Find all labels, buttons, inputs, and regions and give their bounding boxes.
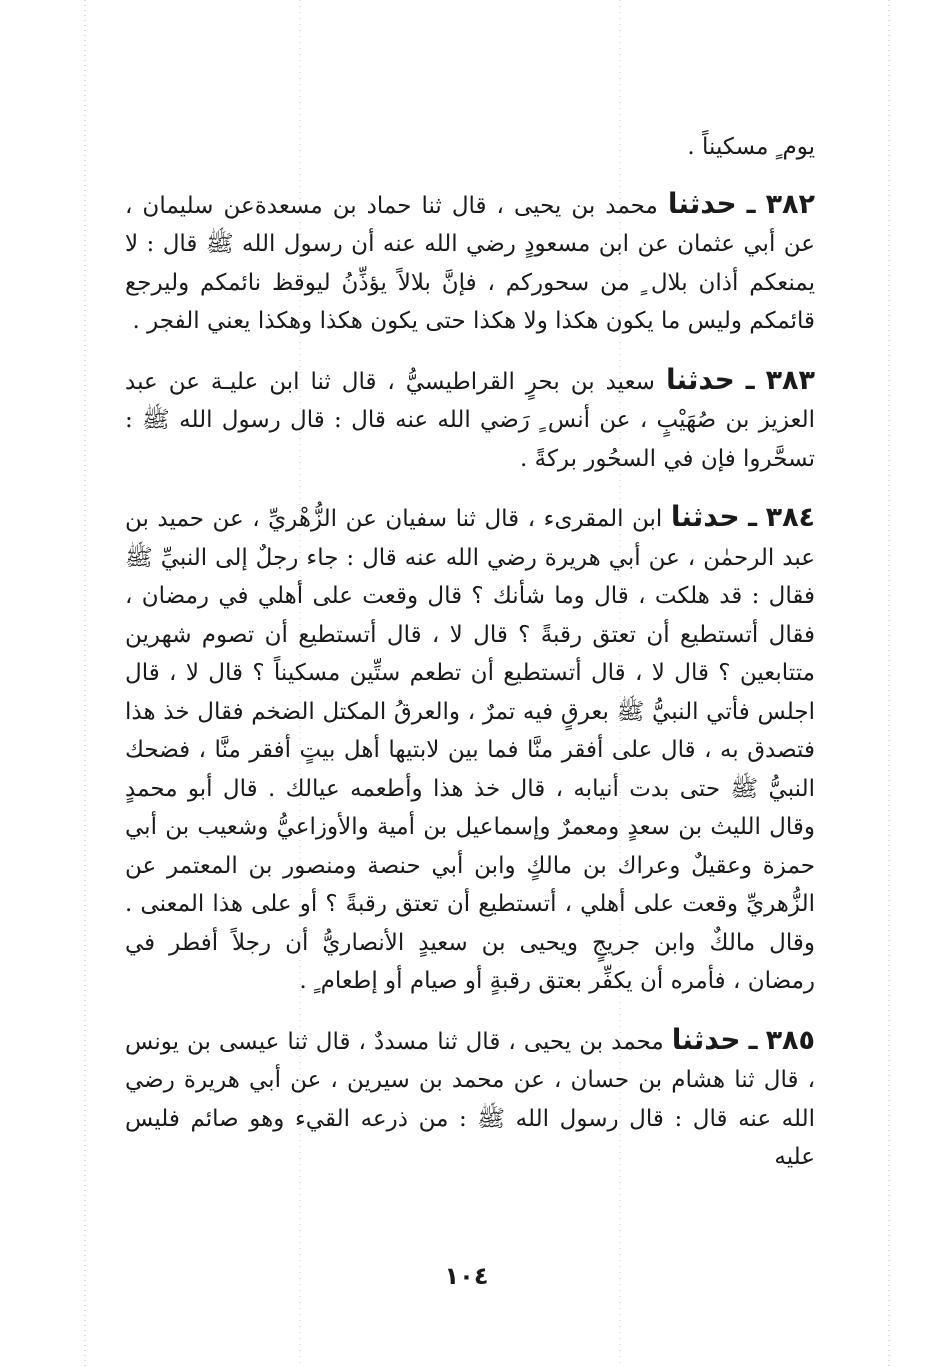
hadith-separator: ـ [748,503,758,533]
hadith-382 [125,185,815,341]
hadith-body: محمد بن يحيى ، قال ثنا حماد بن مسعدةعن سليمان ، عن أبي عثمان عن ابن مسعودٍ رضي الله عنه أن رسول الله ﷺ قال : لا يمنعكم أذان بلال ٍ من سحوركم ، فإنَّ بلالاً يؤذِّنُ ليوقظ نائمكم وليرجع قائمكم وليس ما يكون هكذا ولا هكذا حتى يكون هكذا وهكذا يعني الفجر . [125,192,815,334]
continuation-text: يوم ٍ مسكيناً . [687,134,815,160]
hadith-384 [125,498,815,1001]
hadith-body: ابن المقرىء ، قال ثنا سفيان عن الزُّهْريِّ ، عن حميد بن عبد الرحمٰن ، عن أبي هريرة رضي الله عنه قال : جاء رجلٌ إلى النبيِّ ﷺ فقال : قد هلكت ، قال وما شأنك ؟ قال وقعت على أهلي في رمضان ، فقال أتستطيع أن تعتق رقبةً ؟ قال لا ، قال أتستطيع أن تصوم شهرين متتابعين ؟ قال لا ، قال أتستطيع أن تطعم ستِّين مسكيناً ؟ قال لا ، قال اجلس فأتي النبيُّ ﷺ بعرقٍ فيه تمرٌ ، والعرقُ المكتل الضخم فقال خذ هذا فتصدق به ، قال على أفقر منَّا فما بين لابتيها أهل بيتٍ أفقر منَّا ، فضحك النبيُّ ﷺ حتى بدت أنيابه ، قال خذ هذا وأطعمه عيالك . قال أبو محمدٍ وقال الليث بن سعدٍ ومعمرٌ وإسماعيل بن أمية والأوزاعيُّ وشعيب بن أبي حمزة وعقيلٌ وعراك بن مالكٍ وابن أبي حنصة ومنصور بن المعتمر عن الزُّهريِّ وقعت على أهلي ، أتستطيع أن تعتق رقبةً ؟ أو على هذا المعنى . وقال مالكٌ وابن جريجٍ ويحيى بن سعيدٍ الأنصاريُّ أن رجلاً أفطر في رمضان ، فأمره أن يكفِّر بعتق رقبةٍ أو صيام أو إطعام ٍ . [125,506,816,994]
hadith-body: سعيد بن بحرٍ القراطيسيُّ ، قال ثنا ابن عليـة عن عبد العزيز بن صُهَيْبٍ ، عن أنس ٍ رَضي الله عنه قال : قال رسول الله ﷺ : تسحَّروا فإن في السحُور بركةً . [125,368,815,472]
hadith-383 [125,361,815,479]
hadith-number: ٣٨٤ [765,502,816,533]
hadith-separator: ـ [748,1025,758,1056]
hadith-number: ٣٨٢ [765,188,816,220]
page-number: ١٠٤ [444,1262,489,1290]
hadith-lead-word: حدثنا [665,362,735,396]
hadith-number: ٣٨٣ [765,364,816,396]
hadith-separator: ـ [745,365,755,396]
hadith-number: ٣٨٥ [765,1024,816,1056]
hadith-separator: ـ [746,189,756,220]
page-text [125,128,815,1197]
hadith-lead-word: حدثنا [667,186,737,220]
hadith-lead-word: حدثنا [670,500,740,533]
continuation-line [125,128,815,167]
hadith-385 [125,1021,815,1177]
hadith-lead-word: حدثنا [671,1022,741,1056]
hadith-body: محمد بن يحيى ، قال ثنا مسددٌ ، قال ثنا عيسى بن يونس ، قال ثنا هشام بن حسان ، عن محمد بن سيرين ، عن أبي هريرة رضي الله عنه قال : قال رسول الله ﷺ : من ذرعه القيء وهو صائم فليس عليه [125,1028,815,1170]
